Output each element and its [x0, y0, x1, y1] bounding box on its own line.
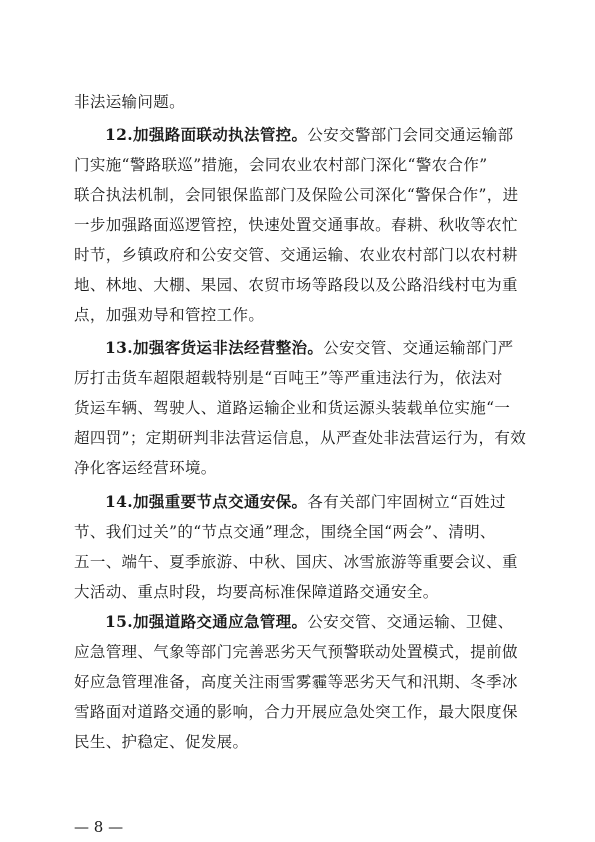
section-15-line: 应急管理、气象等部门完善恶劣天气预警联动处置模式，提前做	[74, 643, 518, 661]
section-12-line: 联合执法机制，会同银保监部门及保险公司深化“警保合作”，进	[74, 186, 519, 204]
section-14-heading: 加强重要节点交通安保。	[133, 492, 308, 511]
page-number: — 8 —	[74, 818, 124, 836]
section-14-line: 五一、端午、夏季旅游、中秋、国庆、冰雪旅游等重要会议、重	[74, 553, 518, 571]
section-12-number: 12.	[105, 125, 134, 144]
section-15-line: 雪路面对道路交通的影响，合力开展应急处突工作，最大限度保	[74, 703, 518, 721]
section-13-number: 13.	[105, 338, 134, 357]
section-14-number: 14.	[105, 492, 134, 511]
section-14-text: 各有关部门牢固树立“百姓过	[307, 493, 506, 511]
section-13-line: 厉打击货车超限超载特别是“百吨王”等严重违法行为，依法对	[74, 369, 503, 387]
section-14-line: 节、我们过关”的“节点交通”理念，围绕全国“两会”、清明、	[74, 523, 496, 541]
section-13-text: 公安交管、交通运输部门严	[323, 339, 514, 357]
section-13-line: 净化客运经营环境。	[74, 459, 217, 477]
section-14-line: 大活动、重点时段，均要高标准保障道路交通安全。	[74, 583, 439, 601]
section-13-heading: 加强客货运非法经营整治。	[133, 338, 324, 357]
section-15-number: 15.	[105, 612, 134, 631]
continuation-line: 非法运输问题。	[74, 93, 185, 111]
section-12-line: 一步加强路面巡逻管控，快速处置交通事故。春耕、秋收等农忙	[74, 216, 518, 234]
section-15-line: 民生、护稳定、促发展。	[74, 733, 249, 751]
section-13-line: 超四罚”；定期研判非法营运信息，从严查处非法营运行为，有效	[74, 429, 527, 447]
section-13-line: 货运车辆、驾驶人、道路运输企业和货运源头装载单位实施“一	[74, 399, 511, 417]
section-15-text: 公安交管、交通运输、卫健、	[307, 613, 514, 631]
section-14-first-line	[105, 492, 506, 512]
section-12-heading: 加强路面联动执法管控。	[133, 125, 308, 144]
section-12-first-line	[105, 125, 513, 145]
section-12-line: 门实施“警路联巡”措施，会同农业农村部门深化“警农合作”	[74, 156, 488, 174]
section-12-line: 点，加强劝导和管控工作。	[74, 306, 265, 324]
section-15-heading: 加强道路交通应急管理。	[133, 612, 308, 631]
section-12-line: 地、林地、大棚、果园、农贸市场等路段以及公路沿线村屯为重	[74, 276, 518, 294]
section-15-line: 好应急管理准备，高度关注雨雪雾霾等恶劣天气和汛期、冬季冰	[74, 673, 518, 691]
section-13-first-line	[105, 338, 513, 358]
section-12-line: 时节，乡镇政府和公安交管、交通运输、农业农村部门以农村耕	[74, 246, 518, 264]
section-15-first-line	[105, 612, 513, 632]
section-12-text: 公安交警部门会同交通运输部	[307, 126, 514, 144]
